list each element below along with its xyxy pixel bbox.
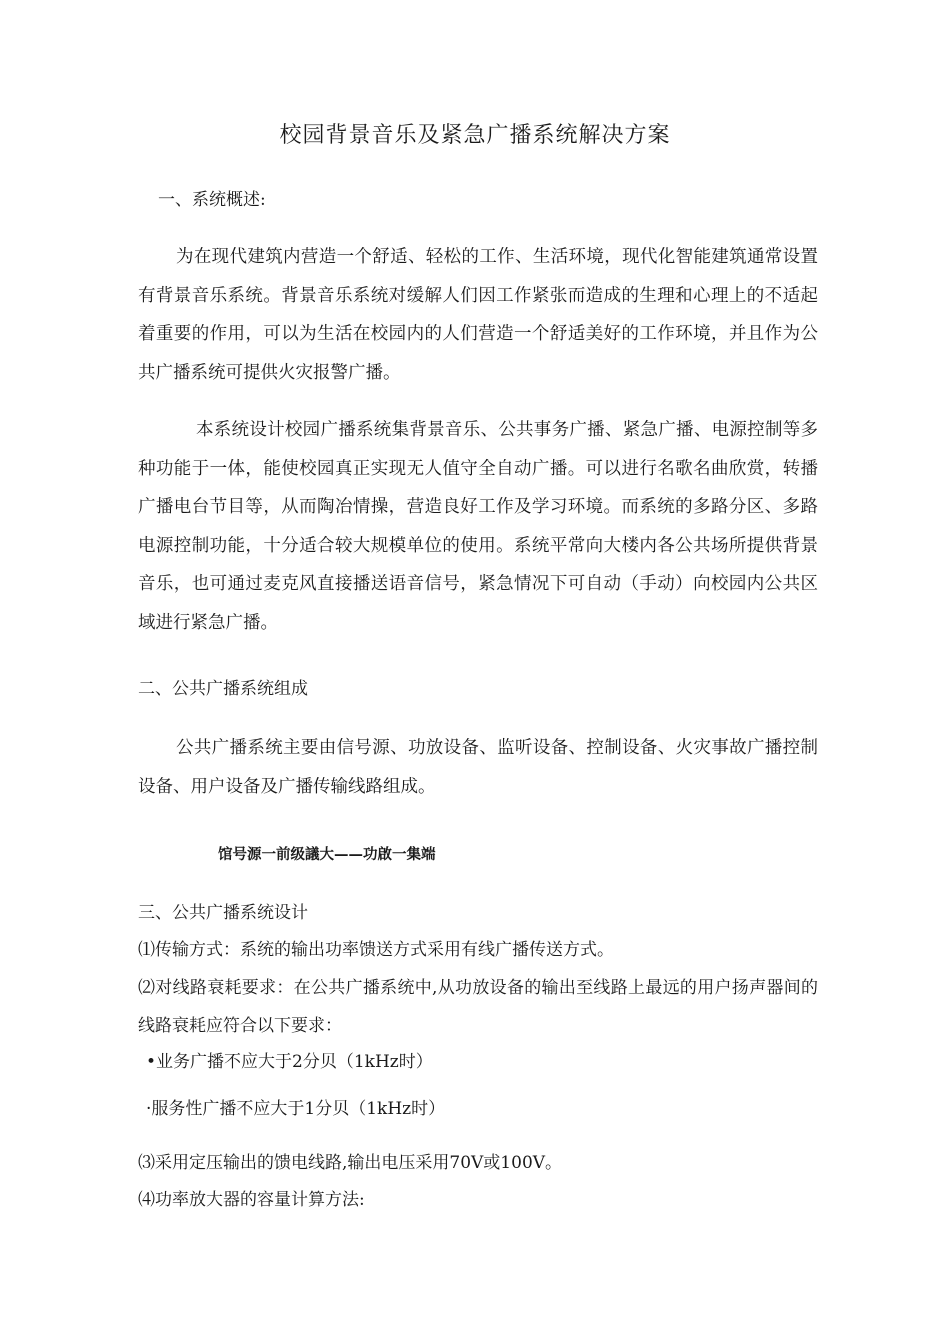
section-3-item-3: ⑶采用定压输出的馈电线路,输出电压采用70V或100V。 [138, 1153, 563, 1173]
section-3-bullet-2: ·服务性广播不应大于1分贝（1kHz时） [146, 1099, 446, 1119]
document-title: 校园背景音乐及紧急广播系统解决方案 [279, 123, 671, 148]
section-2-heading: 二、公共广播系统组成 [138, 679, 308, 699]
section-3-item-4: ⑷功率放大器的容量计算方法: [138, 1190, 365, 1210]
section-2-paragraph: 公共广播系统主要由信号源、功放设备、监听设备、控制设备、火灾事故广播控制设备、用户设备及广播传输线路组成。 [138, 738, 818, 797]
section-1-paragraph-1: 为在现代建筑内营造一个舒适、轻松的工作、生活环境，现代化智能建筑通常设置有背景音乐系统。背景音乐系统对缓解人们因工作紧张而造成的生理和心理上的不适起着重要的作用，可以为生活在校园内的人们营造一个舒适美好的工作环境，并且作为公共广播系统可提供火灾报警广播。 [138, 247, 818, 383]
section-3-item-1: ⑴传输方式：系统的输出功率馈送方式采用有线广播传送方式。 [138, 940, 614, 960]
signal-flow-text: 馆号源一前级議大——功啟一集端 [218, 847, 436, 863]
section-3-bullet-1: •业务广播不应大于2分贝（1kHz时） [146, 1052, 433, 1072]
section-3-heading: 三、公共广播系统设计 [138, 903, 308, 923]
section-1-paragraph-2: 本系统设计校园广播系统集背景音乐、公共事务广播、紧急广播、电源控制等多种功能于一体，能使校园真正实现无人值守全自动广播。可以进行名歌名曲欣赏，转播广播电台节目等，从而陶冶情操，营造良好工作及学习环境。而系统的多路分区、多路电源控制功能，十分适合较大规模单位的使用。系统平常向大楼内各公共场所提供背景音乐，也可通过麦克风直接播送语音信号，紧急情况下可自动（手动）向校园内公共区域进行紧急广播。 [138, 420, 818, 633]
section-1-heading: 一、系统概述: [158, 190, 266, 210]
section-3-item-2: ⑵对线路衰耗要求：在公共广播系统中,从功放设备的输出至线路上最远的用户扬声器间的线路衰耗应符合以下要求： [138, 978, 818, 1036]
